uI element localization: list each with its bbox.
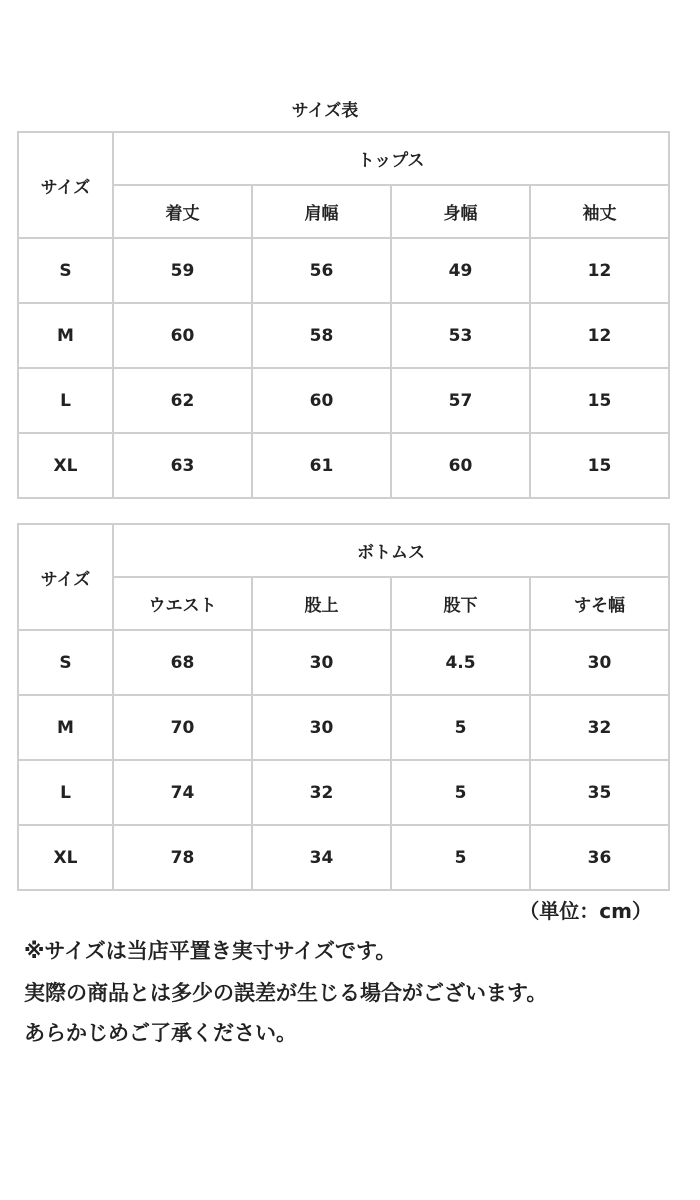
table-row [18,825,669,890]
table-row [18,368,669,433]
table-cell: 12 [530,238,669,303]
bottoms-column-header: ウエスト [113,577,252,630]
page-title: サイズ表 [291,101,359,121]
table-row [18,238,669,303]
tops-column-header: 袖丈 [530,185,669,238]
bottoms-column-header: 股下 [391,577,530,630]
size-label: S [18,238,113,303]
size-label: M [18,695,113,760]
table-cell: 70 [113,695,252,760]
table-row [18,695,669,760]
table-row [18,760,669,825]
table-cell: 36 [530,825,669,890]
table-cell: 32 [252,760,391,825]
table-cell: 15 [530,433,669,498]
tops-group-header: トップス [113,132,669,185]
table-cell: 30 [530,630,669,695]
table-cell: 32 [530,695,669,760]
bottoms-size-table [17,523,670,891]
table-cell: 63 [113,433,252,498]
note-line: 実際の商品とは多少の誤差が生じる場合がございます。 [24,981,548,1005]
table-cell: 49 [391,238,530,303]
note-line: あらかじめご了承ください。 [24,1021,297,1045]
size-label: L [18,368,113,433]
bottoms-column-header: すそ幅 [530,577,669,630]
size-label: L [18,760,113,825]
table-cell: 60 [252,368,391,433]
table-cell: 57 [391,368,530,433]
tops-column-header: 着丈 [113,185,252,238]
table-cell: 34 [252,825,391,890]
note-line: ※サイズは当店平置き実寸サイズです。 [24,939,397,963]
table-cell: 59 [113,238,252,303]
tops-size-column-header: サイズ [18,132,113,238]
tops-size-table [17,131,670,499]
table-cell: 61 [252,433,391,498]
table-cell: 15 [530,368,669,433]
table-cell: 12 [530,303,669,368]
size-label: XL [18,825,113,890]
table-cell: 74 [113,760,252,825]
table-row [18,303,669,368]
table-cell: 56 [252,238,391,303]
table-cell: 30 [252,630,391,695]
table-cell: 30 [252,695,391,760]
tops-column-header: 身幅 [391,185,530,238]
table-cell: 53 [391,303,530,368]
table-cell: 5 [391,825,530,890]
bottoms-column-header-row [18,577,669,630]
table-cell: 68 [113,630,252,695]
table-cell: 60 [391,433,530,498]
table-row [18,630,669,695]
bottoms-column-header: 股上 [252,577,391,630]
bottoms-size-column-header: サイズ [18,524,113,630]
unit-label: （単位：cm） [519,899,652,923]
table-cell: 78 [113,825,252,890]
table-cell: 58 [252,303,391,368]
tops-header-row [18,132,669,185]
table-cell: 62 [113,368,252,433]
table-cell: 5 [391,760,530,825]
table-cell: 4.5 [391,630,530,695]
tops-column-header-row [18,185,669,238]
table-cell: 5 [391,695,530,760]
size-label: M [18,303,113,368]
size-label: S [18,630,113,695]
bottoms-group-header: ボトムス [113,524,669,577]
table-row [18,433,669,498]
tops-column-header: 肩幅 [252,185,391,238]
size-label: XL [18,433,113,498]
bottoms-header-row [18,524,669,577]
table-cell: 35 [530,760,669,825]
table-cell: 60 [113,303,252,368]
